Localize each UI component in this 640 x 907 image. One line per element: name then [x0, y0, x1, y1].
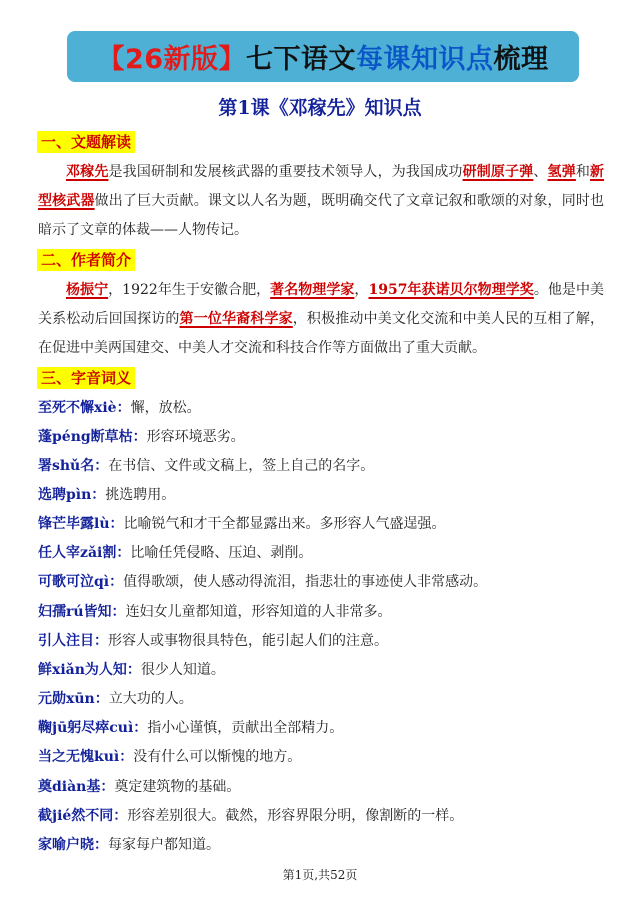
- vocab-definition: 值得歌颂，使人感动得流泪，指悲壮的事迹使人非常感动。: [123, 574, 488, 590]
- vocab-definition: 形容环境恶劣。: [146, 429, 245, 445]
- key-term: 研制原子弹: [462, 164, 534, 180]
- text-run: ，1922年生于安徽合肥，: [108, 282, 271, 298]
- vocab-definition: 连妇女儿童都知道，形容知道的人非常多。: [125, 604, 392, 620]
- key-term: 新型核武器: [38, 164, 605, 209]
- text-run: 做出了巨大贡献。课文以人名为题，既明确交代了文章记叙和歌颂的对象，同时也暗示了文章的体裁——人物传记。: [38, 193, 605, 238]
- vocab-item: [38, 689, 608, 709]
- vocab-term: 截jié然不同：: [38, 808, 128, 824]
- vocab-term: 可歌可泣qì：: [38, 574, 124, 590]
- section-heading-2: 二、作者简介: [37, 249, 135, 271]
- vocab-item: [38, 543, 608, 563]
- vocab-item: [38, 806, 608, 826]
- vocab-item: [38, 485, 608, 505]
- vocab-item: [38, 777, 608, 797]
- vocab-term: 妇孺rú皆知：: [38, 604, 126, 620]
- vocab-term: 奠diàn基：: [38, 779, 115, 795]
- vocab-term: 元勋xūn：: [38, 691, 109, 707]
- vocab-item: [38, 456, 608, 476]
- vocab-term: 当之无愧kuì：: [38, 749, 134, 765]
- vocab-term: 锋芒毕露lù：: [38, 516, 124, 532]
- banner-subject: 七下语文: [246, 44, 357, 75]
- page-number: 第1页,共52页: [282, 868, 358, 882]
- vocab-term: 鞠jū躬尽瘁cuì：: [38, 720, 148, 736]
- key-term: 1957年获诺贝尔物理学奖: [368, 282, 534, 298]
- vocab-definition: 比喻锐气和才干全都显露出来。多形容人气盛逞强。: [123, 516, 446, 532]
- vocab-item: [38, 718, 608, 738]
- vocab-term: 选聘pìn：: [38, 487, 106, 503]
- title-banner: [67, 31, 579, 82]
- text-run: ，积极推动中美文化交流和中美人民的互相了解，在促进中美两国建交、中美人才交流和科技合作等方面做出了重大贡献。: [38, 311, 605, 356]
- vocab-item: [38, 631, 608, 651]
- section-heading-1: 一、文题解读: [37, 131, 135, 153]
- text-run: 。他是中美关系松动后回国探访的: [38, 282, 605, 327]
- vocab-term: 任人宰zǎi割：: [38, 545, 131, 561]
- vocab-definition: 没有什么可以惭愧的地方。: [133, 749, 302, 765]
- vocab-definition: 指小心谨慎，贡献出全部精力。: [147, 720, 344, 736]
- key-term: 第一位华裔科学家: [179, 311, 293, 327]
- section-2-paragraph: [38, 276, 604, 363]
- text-run: 、: [533, 164, 548, 180]
- key-term: 杨振宁: [66, 282, 109, 298]
- lesson-title: 第1课《邓稼先》知识点: [218, 97, 422, 119]
- vocab-item: [38, 747, 608, 767]
- section-1-paragraph: [38, 158, 604, 245]
- vocab-definition: 形容人或事物很具特色，能引起人们的注意。: [108, 633, 388, 649]
- text-run: ，: [354, 282, 369, 298]
- vocab-item: [38, 398, 608, 418]
- key-term: 邓稼先: [66, 164, 109, 180]
- banner-edition: 【26新版】: [97, 44, 247, 75]
- vocab-definition: 懈，放松。: [130, 400, 201, 416]
- key-term: 著名物理学家: [270, 282, 355, 298]
- vocab-term: 鲜xiǎn为人知：: [38, 662, 141, 678]
- section-heading-3: 三、字音词义: [37, 367, 135, 389]
- vocab-definition: 立大功的人。: [108, 691, 193, 707]
- vocab-item: [38, 572, 608, 592]
- vocab-term: 至死不懈xiè：: [38, 400, 131, 416]
- vocab-definition: 比喻任凭侵略、压迫、剥削。: [130, 545, 313, 561]
- text-run: 是我国研制和发展核武器的重要技术领导人，为我国成功: [108, 164, 463, 180]
- vocab-item: [38, 660, 608, 680]
- vocab-term: 家喻户晓：: [38, 837, 108, 853]
- text-run: 和: [575, 164, 591, 180]
- vocab-definition: 挑选聘用。: [105, 487, 176, 503]
- vocab-item: [38, 602, 608, 622]
- vocab-item: [38, 514, 608, 534]
- vocab-definition: 形容差别很大。截然，形容界限分明，像割断的一样。: [127, 808, 464, 824]
- banner-highlight: 每课知识点: [356, 44, 494, 75]
- banner-suffix: 梳理: [493, 44, 549, 75]
- vocab-item: [38, 835, 608, 855]
- vocab-definition: 奠定建筑物的基础。: [114, 779, 241, 795]
- vocab-term: 署shǔ名：: [38, 458, 109, 474]
- vocab-item: [38, 427, 608, 447]
- vocab-definition: 很少人知道。: [140, 662, 225, 678]
- key-term: 氢弹: [547, 164, 576, 180]
- vocab-term: 引人注目：: [38, 633, 108, 649]
- vocab-definition: 在书信、文件或文稿上，签上自己的名字。: [108, 458, 375, 474]
- vocab-term: 蓬péng断草枯：: [38, 429, 147, 445]
- vocab-definition: 每家每户都知道。: [108, 837, 220, 853]
